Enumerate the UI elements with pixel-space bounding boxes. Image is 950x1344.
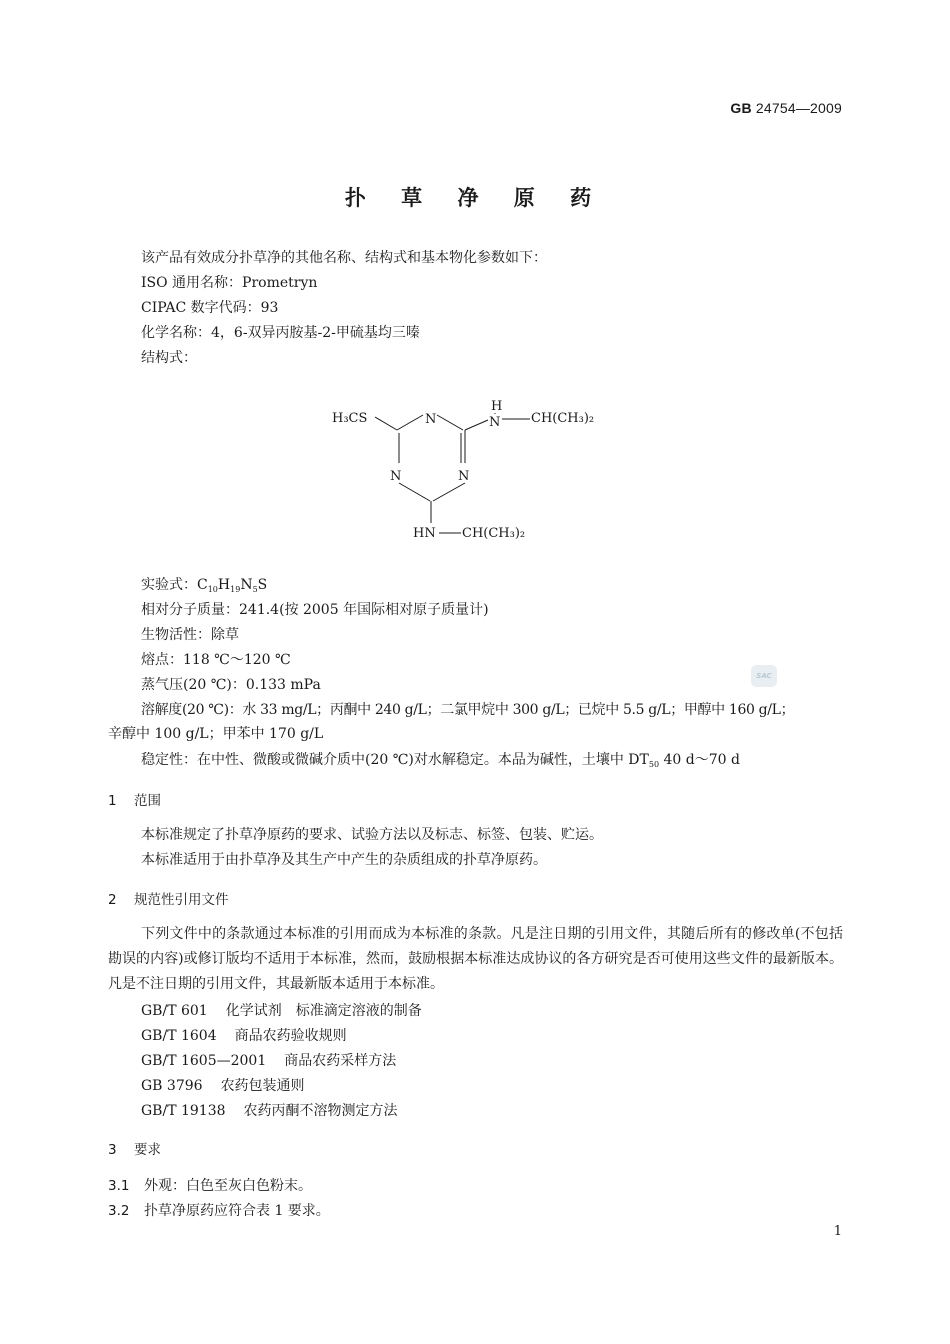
amine-h-top: H <box>491 399 503 414</box>
structural-formula <box>320 395 620 545</box>
amine-n-top: N <box>489 415 501 430</box>
requirement-3-2: 3.2 扑草净原药应符合表 1 要求。 <box>108 1203 330 1219</box>
stability: 稳定性：在中性、微酸或微碱介质中(20 ℃)对水解稳定。本品为碱性，土壤中 $DT_{50}$ 40 d～70 d <box>141 752 740 769</box>
amine-hn-bottom: HN <box>413 526 436 541</box>
cipac-code: CIPAC 数字代码：93 <box>141 300 279 316</box>
section-3-heading: 3 要求 <box>108 1142 161 1158</box>
intro-lead: 该产品有效成分扑草净的其他名称、结构式和基本物化参数如下： <box>141 250 547 266</box>
empirical-formula: 实验式：$C_{10}H_{19}N_5S$ <box>141 577 268 594</box>
section-1-heading: 1 范围 <box>108 793 161 809</box>
ref-item: GB/T 601 化学试剂 标准滴定溶液的制备 <box>141 1003 422 1019</box>
ring-n-left: N <box>390 469 402 484</box>
ref-item: GB/T 19138 农药丙酮不溶物测定方法 <box>141 1103 398 1119</box>
ref-item: GB 3796 农药包装通则 <box>141 1078 305 1094</box>
ring-n-top: N <box>425 412 437 427</box>
standard-prefix: GB <box>730 100 752 116</box>
molecular-mass: 相对分子质量：241.4(按 2005 年国际相对原子质量计) <box>141 602 489 618</box>
section-1-para-2: 本标准适用于由扑草净及其生产中产生的杂质组成的扑草净原药。 <box>141 852 547 868</box>
structure-label: 结构式： <box>141 350 197 366</box>
solubility-line-1: 溶解度(20 ℃)：水 33 mg/L；丙酮中 240 g/L；二氯甲烷中 300 g/L；已烷中 5.5 g/L；甲醇中 160 g/L； <box>141 702 795 718</box>
iso-name: ISO 通用名称：Prometryn <box>141 275 318 291</box>
requirement-3-1: 3.1 外观：白色至灰白色粉末。 <box>108 1178 312 1194</box>
standard-number: 24754—2009 <box>755 100 842 116</box>
document-title: 扑 草 净 原 药 <box>344 186 606 210</box>
section-2-heading: 2 规范性引用文件 <box>108 892 229 908</box>
vapor-pressure: 蒸气压(20 ℃)：0.133 mPa <box>141 677 321 693</box>
solubility-line-2: 辛醇中 100 g/L；甲苯中 170 g/L <box>108 726 324 742</box>
biological-activity: 生物活性：除草 <box>141 627 239 643</box>
ring-n-right: N <box>458 469 470 484</box>
page-number: 1 <box>833 1224 842 1239</box>
isopropyl-bottom: CH(CH₃)₂ <box>462 526 526 541</box>
ref-item: GB/T 1604 商品农药验收规则 <box>141 1028 347 1044</box>
chemical-name: 化学名称：4，6-双异丙胺基-2-甲硫基均三嗪 <box>141 325 420 341</box>
methylthio-label: H₃CS <box>332 411 368 426</box>
standard-code <box>730 100 842 116</box>
melting-point: 熔点：118 ℃～120 ℃ <box>141 652 291 668</box>
ref-item: GB/T 1605—2001 商品农药采样方法 <box>141 1053 397 1069</box>
section-2-paragraph: 下列文件中的条款通过本标准的引用而成为本标准的条款。凡是注日期的引用文件，其随后所有的修改单(不包括勘误的内容)或修订版均不适用于本标准，然而，鼓励根据本标准达成协议的各方研究是否可使用这些文件的最新版本。凡是不注日期的引用文件，其最新版本适用于本标准。 <box>108 926 843 992</box>
isopropyl-top: CH(CH₃)₂ <box>531 411 595 426</box>
section-1-para-1: 本标准规定了扑草净原药的要求、试验方法以及标志、标签、包装、贮运。 <box>141 827 603 843</box>
sac-watermark: SAC <box>751 665 777 687</box>
